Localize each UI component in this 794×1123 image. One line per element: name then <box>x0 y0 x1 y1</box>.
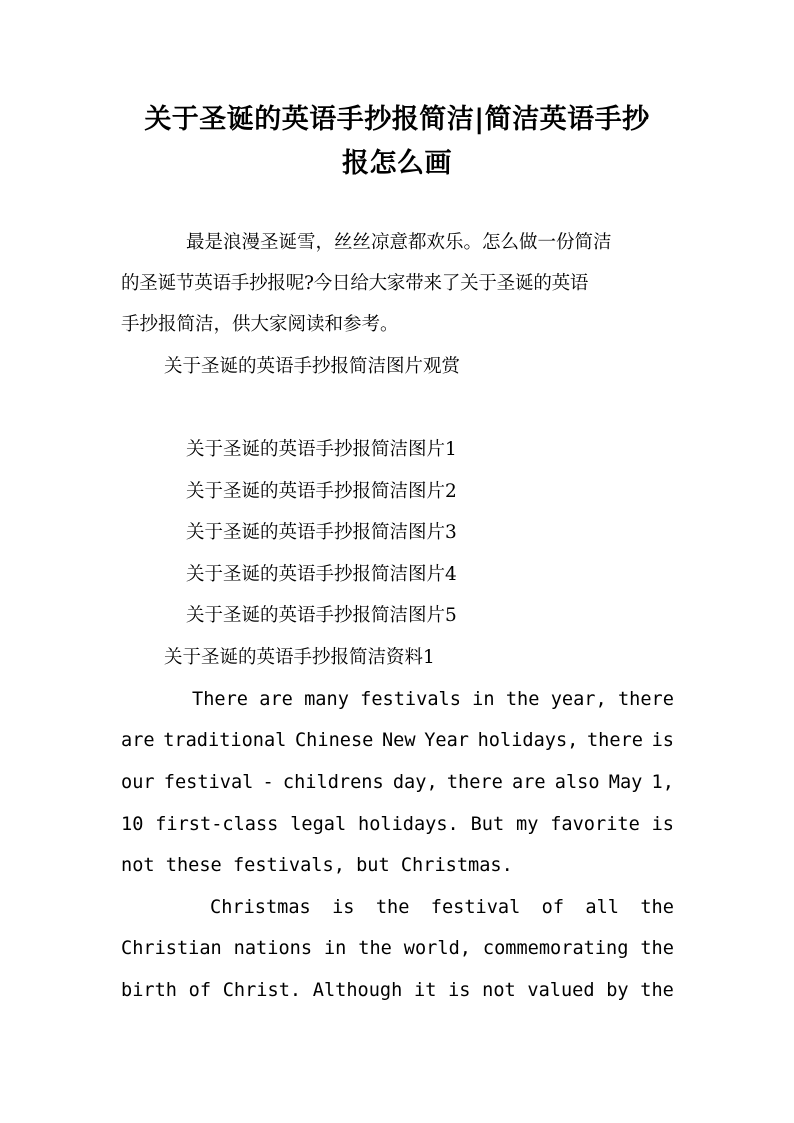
word: there <box>617 689 674 710</box>
word: in <box>323 938 347 959</box>
title-line-2: 报怎么画 <box>342 148 452 179</box>
image-caption-3: 关于圣诞的英语手抄报简洁图片3 <box>186 522 457 543</box>
word: festivals <box>360 689 461 710</box>
intro-line-1: 最是浪漫圣诞雪，丝丝凉意都欢乐。怎么做一份简洁 <box>186 232 612 253</box>
word: favorite <box>550 814 640 835</box>
word: also <box>554 772 600 793</box>
word: our <box>121 772 155 793</box>
word: Year <box>424 730 469 751</box>
word: are <box>512 772 546 793</box>
image-caption-4: 关于圣诞的英语手抄报简洁图片4 <box>186 564 457 585</box>
word: Christ. <box>222 980 302 1001</box>
word: - <box>262 772 274 793</box>
word: There <box>192 689 248 710</box>
word: May <box>608 772 643 793</box>
word: Although <box>312 980 403 1001</box>
word: Chinese <box>294 730 374 751</box>
title-line-1: 关于圣诞的英语手抄报简洁|简洁英语手抄 <box>144 104 650 135</box>
word: are <box>121 730 155 751</box>
word: 10 <box>121 814 144 835</box>
word: day, <box>392 772 438 793</box>
word: of <box>188 980 212 1001</box>
word: commemorating <box>482 938 629 959</box>
word: in <box>472 689 495 710</box>
word: is <box>448 980 471 1001</box>
word: 1, <box>651 772 674 793</box>
word: there <box>586 730 643 751</box>
word: first-class <box>155 814 279 835</box>
word: the <box>375 897 410 918</box>
word: it <box>414 980 437 1001</box>
word: the <box>640 938 674 959</box>
word: year, <box>550 689 607 710</box>
word: is <box>651 814 674 835</box>
material-heading: 关于圣诞的英语手抄报简洁资料1 <box>164 647 435 668</box>
word: the <box>640 980 674 1001</box>
paragraph-1-line-2 <box>121 729 674 755</box>
word: festival <box>430 897 521 918</box>
word: not <box>482 980 516 1001</box>
paragraph-2-line-1 <box>210 896 674 922</box>
word: of <box>541 897 565 918</box>
gallery-heading: 关于圣诞的英语手抄报简洁图片观赏 <box>164 356 461 377</box>
paragraph-1-line-3 <box>121 771 674 797</box>
word: all <box>585 897 619 918</box>
word: the <box>358 938 392 959</box>
word: traditional <box>163 730 287 751</box>
paragraph-1-line-1 <box>192 688 674 714</box>
word: the <box>505 689 540 710</box>
image-caption-1: 关于圣诞的英语手抄报简洁图片1 <box>186 439 457 460</box>
word: Christian <box>121 938 222 959</box>
intro-line-2: 的圣诞节英语手抄报呢?今日给大家带来了关于圣诞的英语 <box>121 273 589 294</box>
word: Christmas <box>210 897 311 918</box>
word: nations <box>233 938 313 959</box>
paragraph-2-line-3 <box>121 979 674 1005</box>
word: are <box>259 689 293 710</box>
word: the <box>640 897 674 918</box>
intro-line-3: 手抄报简洁，供大家阅读和参考。 <box>121 314 399 335</box>
paragraph-1-line-4 <box>121 813 674 839</box>
word: birth <box>121 980 177 1001</box>
word: childrens <box>282 772 384 793</box>
word: But <box>470 814 505 835</box>
image-caption-5: 关于圣诞的英语手抄报简洁图片5 <box>186 605 457 626</box>
word: festival <box>163 772 254 793</box>
word: by <box>606 980 629 1001</box>
word: is <box>332 897 355 918</box>
word: legal <box>290 814 347 835</box>
word: New <box>381 730 416 751</box>
word: valued <box>527 980 595 1001</box>
word: my <box>516 814 539 835</box>
word: holidays. <box>358 814 459 835</box>
paragraph-1-line-5: not these festivals, but Christmas. <box>121 855 513 876</box>
word: is <box>651 730 674 751</box>
image-caption-2: 关于圣诞的英语手抄报简洁图片2 <box>186 481 457 502</box>
word: many <box>304 689 349 710</box>
word: world, <box>403 938 471 959</box>
word: holidays, <box>477 730 579 751</box>
word: there <box>446 772 503 793</box>
page-title <box>100 98 694 186</box>
paragraph-2-line-2 <box>121 937 674 963</box>
